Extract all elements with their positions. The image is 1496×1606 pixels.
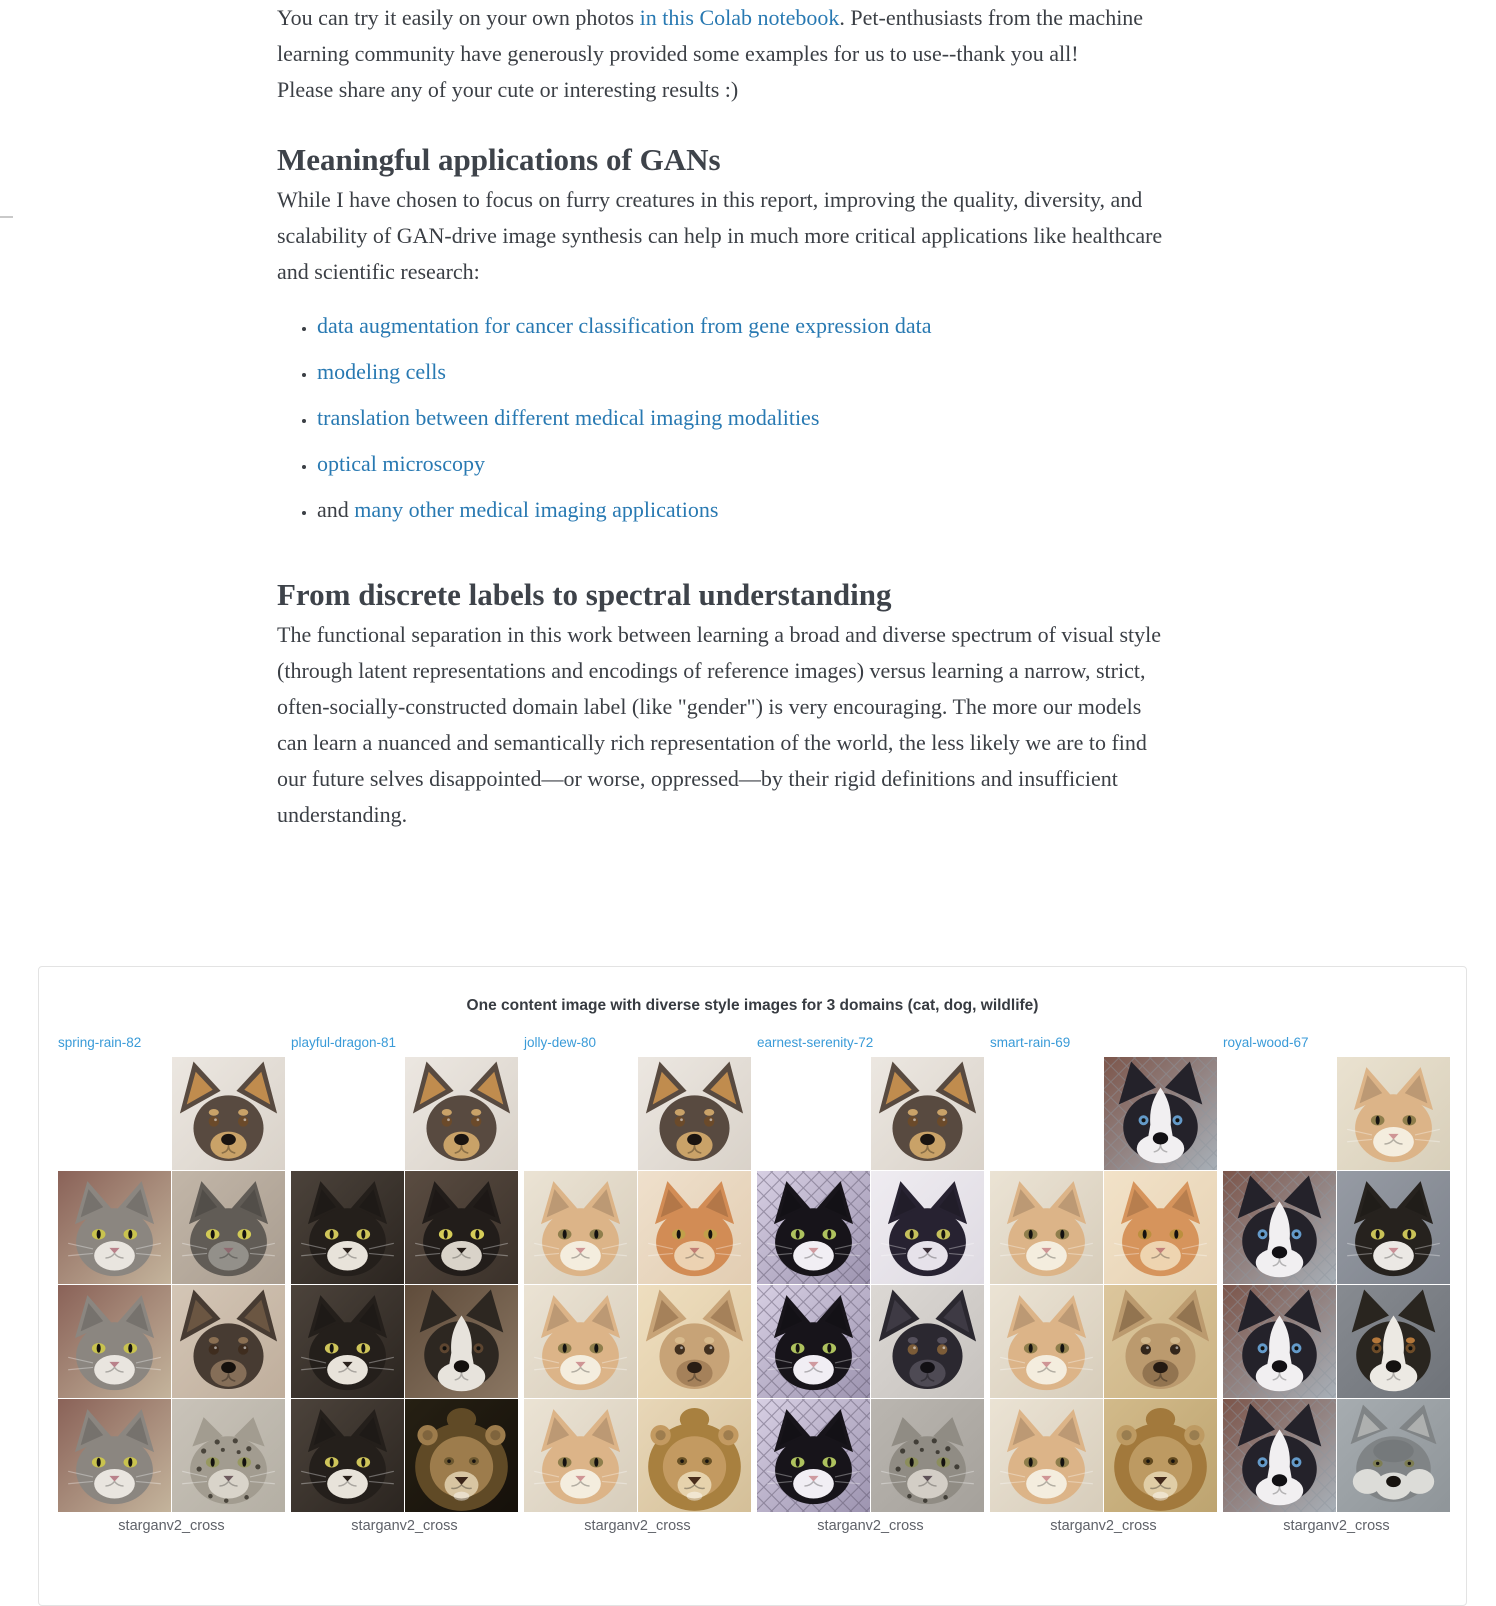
paragraph-colab-post: . Pet-enthusiasts from the machine learning community have generously provided some examples for us to use--thank you all!	[277, 5, 1144, 66]
output-image-snow-leopard[interactable]	[871, 1399, 984, 1512]
run-group-spring-rain-82	[58, 1035, 285, 1534]
image-grid	[757, 1057, 984, 1512]
empty-cell	[524, 1057, 637, 1170]
image-grid	[291, 1057, 518, 1512]
style-image-husky-dog[interactable]	[1223, 1285, 1336, 1398]
run-name-link[interactable]: playful-dragon-81	[291, 1035, 397, 1050]
style-image-cream-cat[interactable]	[990, 1399, 1103, 1512]
paragraph-colab	[277, 0, 1169, 72]
paragraph-spectral: The functional separation in this work between learning a broad and diverse spectrum of visual style (through latent representations and encodings of reference images) versus learning a narrow, strict, often-socially-constructed domain label (like "gender") is very encouraging. The more our models can learn a nuanced and semantically rich representation of the world, the less likely we are to find our future selves disappointed—or worse, oppressed—by their rigid definitions and insufficient understanding.	[277, 622, 1162, 827]
run-group-playful-dragon-81	[291, 1035, 518, 1534]
output-image-tan-dog[interactable]	[1104, 1285, 1217, 1398]
empty-cell	[990, 1057, 1103, 1170]
applications-list	[277, 308, 1169, 528]
run-name-link[interactable]: royal-wood-67	[1223, 1035, 1309, 1050]
output-image-black-white-dog[interactable]	[405, 1285, 518, 1398]
style-image-black-cat[interactable]	[757, 1285, 870, 1398]
media-caption: starganv2_cross	[584, 1518, 691, 1534]
output-image-orange-cat[interactable]	[638, 1171, 751, 1284]
heading-meaningful-applications: Meaningful applications of GANs	[277, 142, 721, 177]
media-panel-title: One content image with diverse style images for 3 domains (cat, dog, wildlife)	[466, 997, 1039, 1014]
output-image-tan-dog[interactable]	[638, 1285, 751, 1398]
style-image-cream-cat[interactable]	[990, 1171, 1103, 1284]
link-optical-microscopy[interactable]: optical microscopy	[317, 451, 486, 476]
output-image-black-white-cat[interactable]	[1337, 1171, 1450, 1284]
content-image-husky-dog[interactable]	[1104, 1057, 1217, 1170]
style-image-black-cat[interactable]	[757, 1171, 870, 1284]
run-group-jolly-dew-80	[524, 1035, 751, 1534]
empty-cell	[757, 1057, 870, 1170]
style-image-husky-dog[interactable]	[1223, 1399, 1336, 1512]
output-image-black-dog[interactable]	[871, 1285, 984, 1398]
style-image-black-cat[interactable]	[757, 1399, 870, 1512]
heading-spectral-understanding: From discrete labels to spectral understanding	[277, 577, 892, 612]
media-caption: starganv2_cross	[1283, 1518, 1390, 1534]
run-group-earnest-serenity-72	[757, 1035, 984, 1534]
media-caption: starganv2_cross	[118, 1518, 225, 1534]
run-name-link[interactable]: earnest-serenity-72	[757, 1035, 874, 1050]
link-data-augmentation[interactable]: data augmentation for cancer classification from gene expression data	[317, 313, 932, 338]
list-item	[317, 446, 1169, 482]
output-image-lion[interactable]	[405, 1399, 518, 1512]
run-group-royal-wood-67	[1223, 1035, 1450, 1534]
empty-cell	[58, 1057, 171, 1170]
style-image-cream-cat[interactable]	[524, 1399, 637, 1512]
panel-groups	[58, 1035, 1450, 1534]
output-image-black-cat[interactable]	[405, 1171, 518, 1284]
paragraph-applications: While I have chosen to focus on furry creatures in this report, improving the quality, diversity, and scalability of GAN-drive image synthesis can help in much more critical applications like healthcare and scientific research:	[277, 187, 1163, 284]
style-image-tuxedo-cat[interactable]	[291, 1171, 404, 1284]
style-image-cream-cat[interactable]	[990, 1285, 1103, 1398]
article-body	[277, 0, 1169, 833]
image-grid	[58, 1057, 285, 1512]
media-panel	[38, 966, 1467, 1606]
content-image-brown-dog[interactable]	[172, 1057, 285, 1170]
image-grid	[1223, 1057, 1450, 1512]
style-image-grey-cat[interactable]	[58, 1399, 171, 1512]
output-image-border-collie-dog[interactable]	[1337, 1285, 1450, 1398]
output-image-black-cat[interactable]	[871, 1171, 984, 1284]
image-grid	[990, 1057, 1217, 1512]
style-image-cream-cat[interactable]	[524, 1285, 637, 1398]
content-image-brown-dog[interactable]	[871, 1057, 984, 1170]
paragraph-share: Please share any of your cute or interesting results :)	[277, 77, 739, 102]
style-image-grey-cat[interactable]	[58, 1171, 171, 1284]
run-group-smart-rain-69	[990, 1035, 1217, 1534]
list-item	[317, 308, 1169, 344]
link-medical-imaging-translation[interactable]: translation between different medical imaging modalities	[317, 405, 820, 430]
style-image-grey-cat[interactable]	[58, 1285, 171, 1398]
run-name-link[interactable]: spring-rain-82	[58, 1035, 142, 1050]
image-grid	[524, 1057, 751, 1512]
list-item	[317, 492, 1169, 528]
section-edge-dash	[0, 216, 13, 218]
content-image-brown-dog[interactable]	[405, 1057, 518, 1170]
link-other-medical-imaging[interactable]: many other medical imaging applications	[354, 497, 719, 522]
output-image-orange-cat[interactable]	[1104, 1171, 1217, 1284]
content-image-brown-dog[interactable]	[638, 1057, 751, 1170]
style-image-tuxedo-cat[interactable]	[291, 1399, 404, 1512]
output-image-snow-leopard[interactable]	[172, 1399, 285, 1512]
output-image-lion[interactable]	[638, 1399, 751, 1512]
output-image-lion[interactable]	[1104, 1399, 1217, 1512]
list-item	[317, 400, 1169, 436]
media-caption: starganv2_cross	[817, 1518, 924, 1534]
run-name-link[interactable]: jolly-dew-80	[524, 1035, 597, 1050]
list-item-pre: and	[317, 497, 355, 522]
media-caption: starganv2_cross	[1050, 1518, 1157, 1534]
link-modeling-cells[interactable]: modeling cells	[317, 359, 446, 384]
list-item	[317, 354, 1169, 390]
media-caption: starganv2_cross	[351, 1518, 458, 1534]
colab-notebook-link[interactable]: in this Colab notebook	[639, 5, 840, 30]
style-image-cream-cat[interactable]	[524, 1171, 637, 1284]
paragraph-colab-pre: You can try it easily on your own photos	[277, 5, 640, 30]
run-name-link[interactable]: smart-rain-69	[990, 1035, 1071, 1050]
output-image-grey-cat[interactable]	[172, 1171, 285, 1284]
empty-cell	[1223, 1057, 1336, 1170]
output-image-grey-wolf[interactable]	[1337, 1399, 1450, 1512]
output-image-dark-brown-dog[interactable]	[172, 1285, 285, 1398]
style-image-husky-dog[interactable]	[1223, 1171, 1336, 1284]
empty-cell	[291, 1057, 404, 1170]
style-image-tuxedo-cat[interactable]	[291, 1285, 404, 1398]
content-image-cream-cat[interactable]	[1337, 1057, 1450, 1170]
